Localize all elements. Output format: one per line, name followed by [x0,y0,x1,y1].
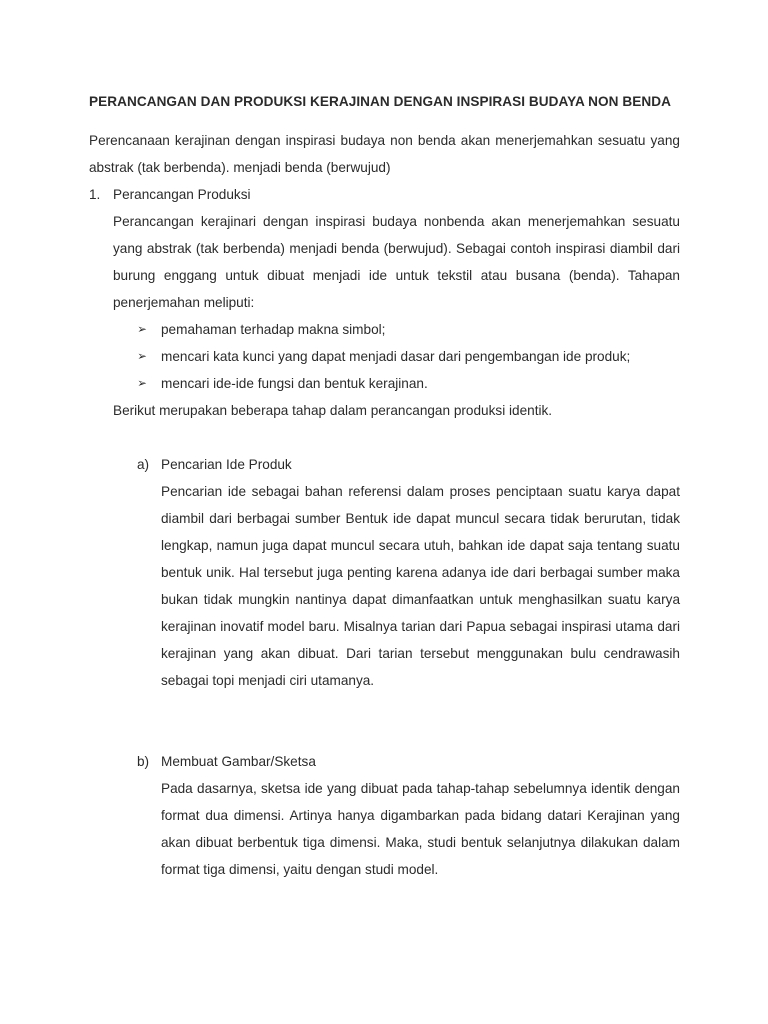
list-marker-letter: b) [137,754,150,769]
numbered-item-title: Perancangan Produksi [113,187,251,202]
lettered-item-title: Membuat Gambar/Sketsa [161,754,316,769]
lettered-item-header [137,748,680,775]
list-item [137,343,680,370]
arrow-bullet-icon: ➢ [137,322,147,336]
lettered-item-title: Pencarian Ide Produk [161,457,292,472]
lettered-sub-item [113,451,680,694]
lettered-item-header [137,451,680,478]
lettered-item-body-wrap [137,478,680,694]
arrow-bullet-icon: ➢ [137,349,147,363]
intro-paragraph: Perencanaan kerajinan dengan inspirasi budaya non benda akan menerjemahkan sesuatu yang abstrak (tak berbenda). menjadi benda (berwujud) [89,133,680,175]
lettered-item-body: Pencarian ide sebagai bahan referensi dalam proses penciptaan suatu karya dapat diambil dari berbagai sumber Bentuk ide dapat muncul secara tidak berurutan, tidak lengkap, namun juga dapat muncul secara utuh, bahkan ide dapat saja tentang suatu bentuk unik. Hal tersebut juga penting karena adanya ide dari berbagai sumber maka bukan tidak mungkin nantinya dapat dimanfaatkan untuk menghasilkan suatu karya kerajinan inovatif model baru. Misalnya tarian dari Papua sebagai inspirasi utama dari kerajinan yang akan dibuat. Dari tarian tersebut menggunakan bulu cendrawasih sebagai topi menjadi ciri utamanya. [161,484,680,688]
paragraph-spacer [113,694,680,721]
lettered-sub-item [113,748,680,883]
list-item [137,370,680,397]
paragraph-spacer [113,424,680,451]
list-item-label: mencari kata kunci yang dapat menjadi dasar dari pengembangan ide produk; [161,349,631,364]
lettered-item-body-wrap [137,775,680,883]
list-marker-letter: a) [137,457,150,472]
lettered-item-body: Pada dasarnya, sketsa ide yang dibuat pada tahap-tahap sebelumnya identik dengan format dua dimensi. Artinya hanya digambarkan pada bidang datari Kerajinan yang akan dibuat berbentuk tiga dimensi. Maka, studi bentuk selanjutnya dilakukan dalam format tiga dimensi, yaitu dengan studi model. [161,781,680,877]
arrow-bullet-icon: ➢ [137,376,147,390]
list-item-label: pemahaman terhadap makna simbol; [161,322,386,337]
list-marker-number: 1. [89,187,101,202]
arrow-bullet-list [113,316,680,397]
numbered-list-item [89,181,680,883]
numbered-item-closing: Berikut merupakan beberapa tahap dalam perancangan produksi identik. [113,403,553,418]
numbered-item-body: Perancangan kerajinari dengan inspirasi budaya nonbenda akan menerjemahkan sesuatu yang abstrak (tak berbenda) menjadi benda (berwujud). Sebagai contoh inspirasi diambil dari burung enggang untuk dibuat menjadi ide untuk tekstil atau busana (benda). Tahapan penerjemahan meliputi: [113,214,680,310]
page-title: PERANCANGAN DAN PRODUKSI KERAJINAN DENGAN INSPIRASI BUDAYA NON BENDA [89,94,671,109]
paragraph-spacer [113,721,680,748]
list-item [137,316,680,343]
list-item-label: mencari ide-ide fungsi dan bentuk kerajinan. [161,376,428,391]
